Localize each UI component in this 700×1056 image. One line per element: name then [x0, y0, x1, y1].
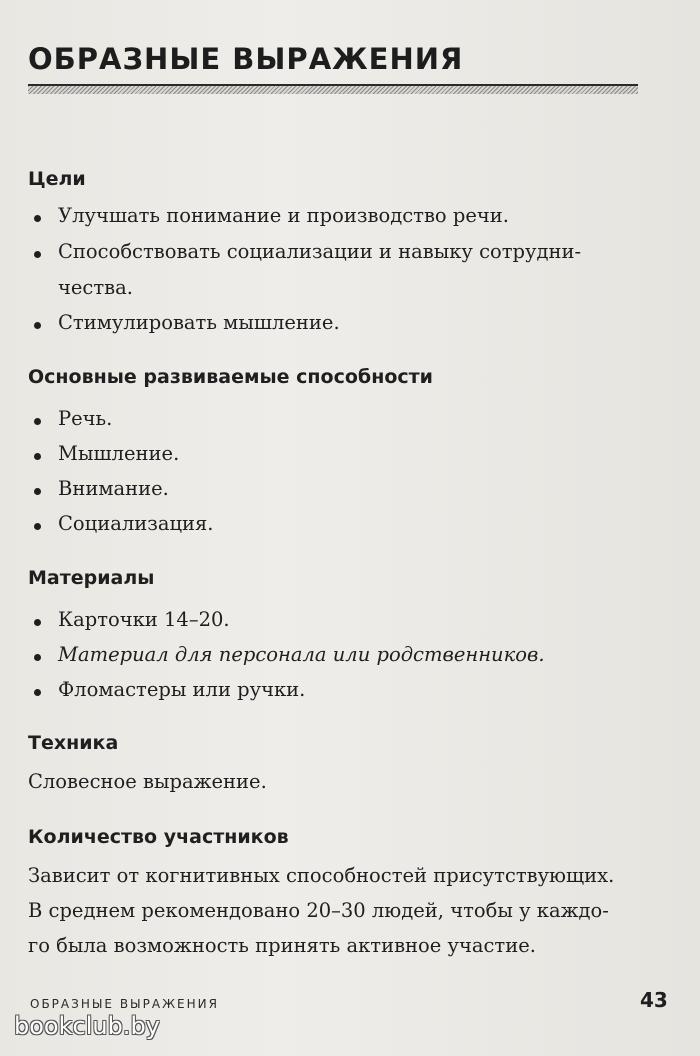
bullet-icon: [34, 418, 41, 425]
bullet-icon: [34, 453, 41, 460]
participants-line: В среднем рекомендовано 20–30 людей, чтобы у каждо-: [28, 899, 609, 922]
participants-line: Зависит от когнитивных способностей присутствующих.: [28, 864, 615, 887]
goals-item: Стимулировать мышление.: [58, 311, 340, 334]
materials-item: Материал для персонала или родственников.: [58, 643, 545, 666]
participants-heading: Количество участников: [28, 826, 289, 848]
goals-heading: Цели: [28, 168, 86, 190]
materials-item: Фломастеры или ручки.: [58, 678, 306, 701]
abilities-item: Внимание.: [58, 477, 169, 500]
running-title: ОБРАЗНЫЕ ВЫРАЖЕНИЯ: [30, 997, 219, 1011]
technique-text: Словесное выражение.: [28, 770, 267, 793]
participants-line: го была возможность принять активное участие.: [28, 934, 536, 957]
materials-heading: Материалы: [28, 567, 155, 589]
goals-item-continuation: чества.: [58, 276, 133, 299]
page-title: ОБРАЗНЫЕ ВЫРАЖЕНИЯ: [28, 42, 464, 76]
technique-heading: Техника: [28, 732, 119, 754]
abilities-item: Социализация.: [58, 512, 214, 535]
materials-item: Карточки 14–20.: [58, 608, 230, 631]
bullet-icon: [34, 619, 41, 626]
bullet-icon: [34, 689, 41, 696]
bullet-icon: [34, 251, 41, 258]
bullet-icon: [34, 322, 41, 329]
abilities-item: Речь.: [58, 407, 113, 430]
bullet-icon: [34, 215, 41, 222]
abilities-heading: Основные развиваемые способности: [28, 366, 433, 388]
abilities-item: Мышление.: [58, 442, 180, 465]
bullet-icon: [34, 488, 41, 495]
bullet-icon: [34, 523, 41, 530]
bullet-icon: [34, 654, 41, 661]
goals-item: Улучшать понимание и производство речи.: [58, 204, 509, 227]
goals-item: Способствовать социализации и навыку сотрудни-: [58, 240, 582, 263]
page-number: 43: [640, 988, 668, 1012]
title-underline: [28, 84, 638, 94]
watermark: bookclub.by: [14, 1012, 160, 1040]
